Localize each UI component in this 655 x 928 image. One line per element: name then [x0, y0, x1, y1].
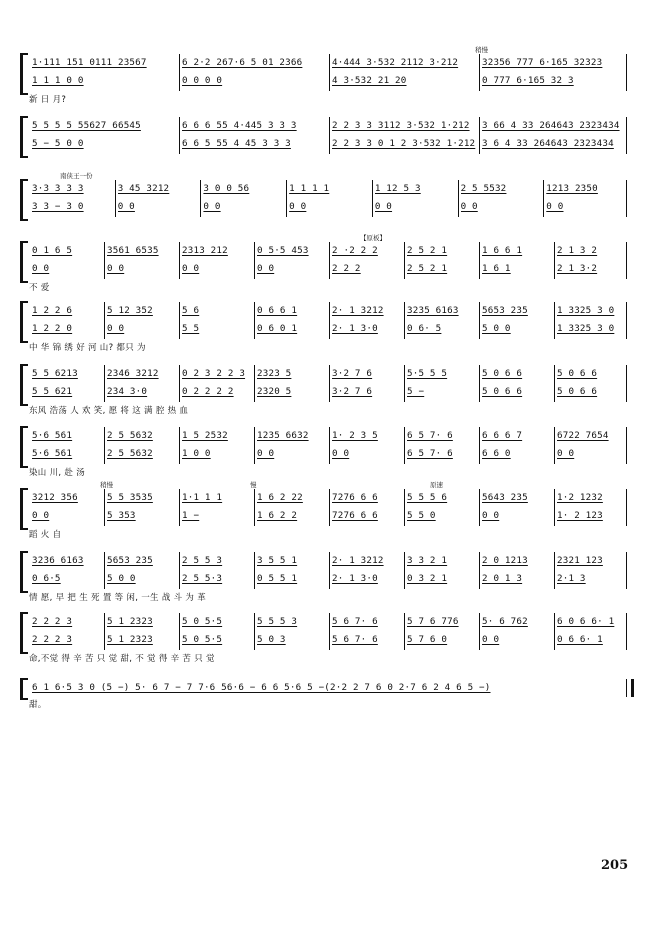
measure: 2 5 2 1 [407, 245, 448, 256]
barline [626, 302, 627, 339]
measure: 1 1 1 1 [289, 183, 330, 194]
measure: 3 66 4 33 264643 2323434 [482, 120, 620, 131]
measure: 5 5 [182, 323, 200, 334]
measure: 0 0 [203, 201, 221, 212]
vocal-staff [29, 680, 632, 696]
barline [626, 54, 627, 91]
measure: 0 0 [117, 201, 135, 212]
measure: 5 1 2323 [107, 634, 153, 645]
vocal-staff [29, 303, 632, 319]
measure: 1 6 6 1 [482, 245, 523, 256]
measure: 5 6 7· 6 [332, 616, 378, 627]
barline [404, 427, 405, 464]
measure: 0 6·5 [32, 573, 61, 584]
barline [179, 242, 180, 279]
measure: 5 5 3535 [107, 492, 153, 503]
barline [626, 613, 627, 650]
measure: 5 0 6 6 [557, 386, 598, 397]
measure: 2 2 2 3 [32, 616, 73, 627]
measure: 2 ·2 2 2 [332, 245, 378, 256]
measure: 1 5 2532 [182, 430, 228, 441]
barline [479, 302, 480, 339]
score-system [20, 118, 632, 170]
measure: 1 6 2 22 [257, 492, 303, 503]
measure: 5 6 [182, 305, 200, 316]
vocal-staff [29, 490, 632, 506]
vocal-staff [29, 614, 632, 630]
accompaniment-staff [29, 136, 632, 152]
measure: 5·5 5 5 [407, 368, 448, 379]
barline [554, 242, 555, 279]
measure: 2· 1 3·0 [332, 573, 378, 584]
barline [626, 427, 627, 464]
accompaniment-staff [29, 199, 632, 215]
lyrics-line: 甜。 [29, 700, 47, 710]
measure: 5 − [407, 386, 425, 397]
barline [179, 427, 180, 464]
system-bracket [20, 678, 28, 700]
system-bracket [20, 241, 28, 283]
barline [626, 180, 627, 217]
measure: 0 777 6·165 32 3 [482, 75, 574, 86]
score-system [20, 680, 632, 732]
measure: 0 0 [482, 634, 500, 645]
barline [554, 552, 555, 589]
vocal-staff [29, 118, 632, 134]
accompaniment-staff [29, 384, 632, 400]
barline [329, 613, 330, 650]
measure: 1 3325 3 0 [557, 305, 615, 316]
measure: 0 2 3 2 2 3 [182, 368, 246, 379]
barline [626, 242, 627, 279]
tempo-mark: 原速 [430, 481, 443, 489]
system-bracket [20, 301, 28, 343]
measure: 2 1 3·2 [557, 263, 598, 274]
measure: 0 0 [289, 201, 307, 212]
measure: 2 1 3 2 [557, 245, 598, 256]
measure: 0 0 [374, 201, 393, 212]
measure: 1 6 2 2 [257, 510, 298, 521]
measure: 1 0 0 [182, 448, 211, 459]
measure: 2 0 1 3 [482, 573, 523, 584]
accompaniment-staff [29, 571, 632, 587]
barline [179, 552, 180, 589]
measure: 1 − [182, 510, 200, 521]
system-bracket [20, 612, 28, 654]
lyrics-line: 不 爱 [29, 283, 50, 293]
measure: 5 0 5·5 [182, 634, 223, 645]
measure: 3·2 7 6 [332, 368, 373, 379]
barline [104, 489, 105, 526]
vocal-staff [29, 55, 632, 71]
system-bracket [20, 551, 28, 593]
barline [200, 180, 201, 217]
measure: 0 0 [107, 263, 125, 274]
measure: 2313 212 [182, 245, 228, 256]
barline [479, 117, 480, 154]
measure: 2 5 5632 [107, 430, 153, 441]
tempo-mark: 慢 [250, 481, 257, 489]
measure: 0 0 [557, 448, 575, 459]
accompaniment-staff [29, 632, 632, 648]
barline [104, 613, 105, 650]
barline [479, 242, 480, 279]
barline [329, 489, 330, 526]
system-bracket [20, 426, 28, 468]
measure: 3561 6535 [107, 245, 159, 256]
barline [254, 365, 255, 402]
measure: 1 2 2 6 [32, 305, 73, 316]
measure: 5 0 5·5 [182, 616, 223, 627]
system-bracket [20, 53, 28, 95]
lyrics-line: 蹈 火 自 [29, 530, 62, 540]
barline [329, 552, 330, 589]
lyrics-line: 命,不觉 得 辛 苦 只 觉 甜, 不 觉 得 辛 苦 只 觉 [29, 654, 215, 664]
measure: 3 3 − 3 0 [32, 201, 84, 212]
tempo-mark: 稍慢 [100, 481, 113, 489]
measure: 6 1 6·5 3 0 (5 −) 5· 6 7 − 7 7·6 56·6 − 6 6 5·6 5 −(2·2 2 7 6 0 2·7 6 2 4 6 5 −) [32, 682, 491, 693]
barline [329, 117, 330, 154]
measure: 6 6 6 55 4·445 3 3 3 [182, 120, 297, 131]
vocal-staff [29, 243, 632, 259]
lyrics-line: 中 华 锦 绣 好 河 山? 都只 为 [29, 343, 146, 353]
barline [179, 54, 180, 91]
measure: 2346 3212 [107, 368, 159, 379]
measure: 4 3·532 21 20 [332, 75, 407, 86]
measure: 1 3325 3 0 [557, 323, 615, 334]
barline [104, 242, 105, 279]
measure: 2 5 5632 [107, 448, 153, 459]
measure: 0 0 [107, 323, 125, 334]
measure: 3 45 3212 [117, 183, 170, 194]
measure: 0 6 6· 1 [557, 634, 603, 645]
barline [554, 427, 555, 464]
barline [554, 489, 555, 526]
barline [479, 54, 480, 91]
accompaniment-staff [29, 508, 632, 524]
measure: 3235 6163 [407, 305, 459, 316]
measure: 0 0 0 0 [182, 75, 223, 86]
measure: 1·2 1232 [557, 492, 603, 503]
measure: 0 5·5 453 [257, 245, 309, 256]
barline [104, 302, 105, 339]
measure: 5 12 352 [107, 305, 153, 316]
measure: 2 0 1213 [482, 555, 528, 566]
barline [254, 613, 255, 650]
barline [179, 302, 180, 339]
vocal-staff [29, 181, 632, 197]
measure: 5 5 621 [32, 386, 73, 397]
barline [329, 365, 330, 402]
measure: 2 5 2 1 [407, 263, 448, 274]
barline [179, 365, 180, 402]
measure: 6 6 0 [482, 448, 511, 459]
barline [179, 613, 180, 650]
page-number: 205 [601, 858, 629, 873]
accompaniment-staff [29, 261, 632, 277]
system-bracket [20, 179, 28, 221]
barline [479, 613, 480, 650]
barline [254, 242, 255, 279]
score-system [20, 234, 632, 295]
measure: 5 5 5 5 55627 66545 [32, 120, 141, 131]
score-system [20, 46, 632, 107]
system-bracket [20, 116, 28, 158]
measure: 0 0 [460, 201, 478, 212]
barline [329, 427, 330, 464]
barline [404, 302, 405, 339]
barline [458, 180, 459, 217]
measure: 5 − 5 0 0 [32, 138, 84, 149]
barline [626, 489, 627, 526]
vocal-staff [29, 366, 632, 382]
measure: 2320 5 [257, 386, 292, 397]
measure: 1· 2 123 [557, 510, 603, 521]
measure: 6 5 7· 6 [407, 430, 453, 441]
measure: 5 353 [107, 510, 136, 521]
measure: 3 6 4 33 264643 2323434 [482, 138, 614, 149]
measure: 1·111 151 0111 23567 [32, 57, 147, 68]
measure: 2·1 3 [557, 573, 586, 584]
measure: 2· 1 3212 [332, 305, 384, 316]
measure: 0 0 [257, 263, 275, 274]
measure: 1·1 1 1 [182, 492, 223, 503]
measure: 0 0 [32, 510, 50, 521]
measure: 2 5 5·3 [182, 573, 223, 584]
tempo-mark: 南侠王一份 [60, 172, 93, 180]
barline [626, 679, 634, 697]
barline [479, 365, 480, 402]
measure: 5653 235 [482, 305, 528, 316]
score-system [20, 366, 632, 418]
measure: 2 2 3 3 0 1 2 3·532 1·212 [332, 138, 476, 149]
measure: 32356 777 6·165 32323 [482, 57, 603, 68]
accompaniment-staff [29, 321, 632, 337]
measure: 6 0 6 6· 1 [557, 616, 615, 627]
measure: 5 1 2323 [107, 616, 153, 627]
measure: 1 12 5 3 [374, 183, 421, 194]
measure: 3212 356 [32, 492, 78, 503]
barline [254, 552, 255, 589]
barline [479, 489, 480, 526]
accompaniment-staff [29, 446, 632, 462]
barline [104, 365, 105, 402]
tempo-mark: 稍慢 [475, 46, 488, 54]
accompaniment-staff [29, 73, 632, 89]
measure: 6 6 5 55 4 45 3 3 3 [182, 138, 291, 149]
measure: 2321 123 [557, 555, 603, 566]
barline [115, 180, 116, 217]
measure: 3·2 7 6 [332, 386, 373, 397]
measure: 0 0 [182, 263, 200, 274]
measure: 0 2 2 2 2 [182, 386, 234, 397]
measure: 5 5 5 6 [407, 492, 448, 503]
measure: 5 0 0 [482, 323, 511, 334]
measure: 1 1 1 0 0 [32, 75, 84, 86]
measure: 7276 6 6 [332, 510, 378, 521]
measure: 5 5 6213 [32, 368, 78, 379]
measure: 5 0 0 [107, 573, 136, 584]
measure: 234 3·0 [107, 386, 148, 397]
measure: 5 0 6 6 [482, 386, 523, 397]
measure: 0 3 2 1 [407, 573, 448, 584]
barline [554, 302, 555, 339]
lyrics-line: 染山 川, 赴 汤 [29, 468, 86, 478]
measure: 0 0 [257, 448, 275, 459]
measure: 5 5 5 3 [257, 616, 298, 627]
measure: 3236 6163 [32, 555, 84, 566]
measure: 3·3 3 3 3 [32, 183, 84, 194]
barline [554, 613, 555, 650]
measure: 5643 235 [482, 492, 528, 503]
lyrics-line: 东风 浩荡 人 欢 笑, 愿 将 这 满 腔 热 血 [29, 406, 189, 416]
measure: 1 2 2 0 [32, 323, 73, 334]
measure: 1235 6632 [257, 430, 309, 441]
measure: 6 2·2 267·6 5 01 2366 [182, 57, 303, 68]
score-system [20, 553, 632, 605]
barline [329, 242, 330, 279]
measure: 5 0 6 6 [557, 368, 598, 379]
barline [254, 427, 255, 464]
barline [626, 117, 627, 154]
measure: 5 0 3 [257, 634, 286, 645]
measure: 2· 1 3·0 [332, 323, 378, 334]
barline [404, 613, 405, 650]
vocal-staff [29, 553, 632, 569]
barline [329, 54, 330, 91]
measure: 5 6 7· 6 [332, 634, 378, 645]
score-system [20, 303, 632, 355]
barline [554, 365, 555, 402]
measure: 3 0 0 56 [203, 183, 250, 194]
lyrics-line: 情 愿, 早 把 生 死 置 等 闲, 一生 战 斗 为 革 [29, 593, 207, 603]
vocal-staff [29, 428, 632, 444]
barline [286, 180, 287, 217]
measure: 0 0 [546, 201, 564, 212]
measure: 6 5 7· 6 [407, 448, 453, 459]
measure: 4·444 3·532 2112 3·212 [332, 57, 459, 68]
measure: 2 2 2 3 [32, 634, 73, 645]
score-system [20, 614, 632, 666]
barline [404, 242, 405, 279]
barline [479, 552, 480, 589]
score-system [20, 481, 632, 542]
measure: 5 0 6 6 [482, 368, 523, 379]
measure: 0 6 6 1 [257, 305, 298, 316]
barline [543, 180, 544, 217]
barline [254, 302, 255, 339]
measure: 0 0 [32, 263, 50, 274]
measure: 2· 1 3212 [332, 555, 384, 566]
measure: 5·6 561 [32, 430, 73, 441]
tempo-mark: 【原板】 [360, 234, 386, 242]
measure: 1 6 1 [482, 263, 511, 274]
barline [404, 489, 405, 526]
measure: 1· 2 3 5 [332, 430, 378, 441]
measure: 7276 6 6 [332, 492, 378, 503]
measure: 0 1 6 5 [32, 245, 73, 256]
barline [179, 489, 180, 526]
measure: 6722 7654 [557, 430, 609, 441]
measure: 3 3 2 1 [407, 555, 448, 566]
barline [626, 365, 627, 402]
barline [404, 365, 405, 402]
system-bracket [20, 488, 28, 530]
barline [479, 427, 480, 464]
measure: 2323 5 [257, 368, 292, 379]
barline [104, 552, 105, 589]
barline [626, 552, 627, 589]
measure: 5 7 6 0 [407, 634, 448, 645]
measure: 0 6· 5 [407, 323, 442, 334]
score-system [20, 428, 632, 480]
measure: 5 5 0 [407, 510, 436, 521]
score-system [20, 172, 632, 233]
measure: 6 6 6 7 [482, 430, 523, 441]
measure: 5 7 6 776 [407, 616, 459, 627]
barline [104, 427, 105, 464]
barline [329, 302, 330, 339]
measure: 0 5 5 1 [257, 573, 298, 584]
measure: 2 2 3 3 3112 3·532 1·212 [332, 120, 470, 131]
measure: 0 0 [482, 510, 500, 521]
measure: 1213 2350 [546, 183, 598, 194]
measure: 5653 235 [107, 555, 153, 566]
measure: 5· 6 762 [482, 616, 528, 627]
measure: 0 0 [332, 448, 350, 459]
measure: 2 5 5532 [460, 183, 507, 194]
lyrics-line: 新 日 月? [29, 95, 67, 105]
measure: 5·6 561 [32, 448, 73, 459]
barline [372, 180, 373, 217]
barline [404, 552, 405, 589]
measure: 0 6 0 1 [257, 323, 298, 334]
measure: 2 5 5 3 [182, 555, 223, 566]
measure: 3 5 5 1 [257, 555, 298, 566]
measure: 2 2 2 [332, 263, 361, 274]
barline [179, 117, 180, 154]
barline [254, 489, 255, 526]
system-bracket [20, 364, 28, 406]
